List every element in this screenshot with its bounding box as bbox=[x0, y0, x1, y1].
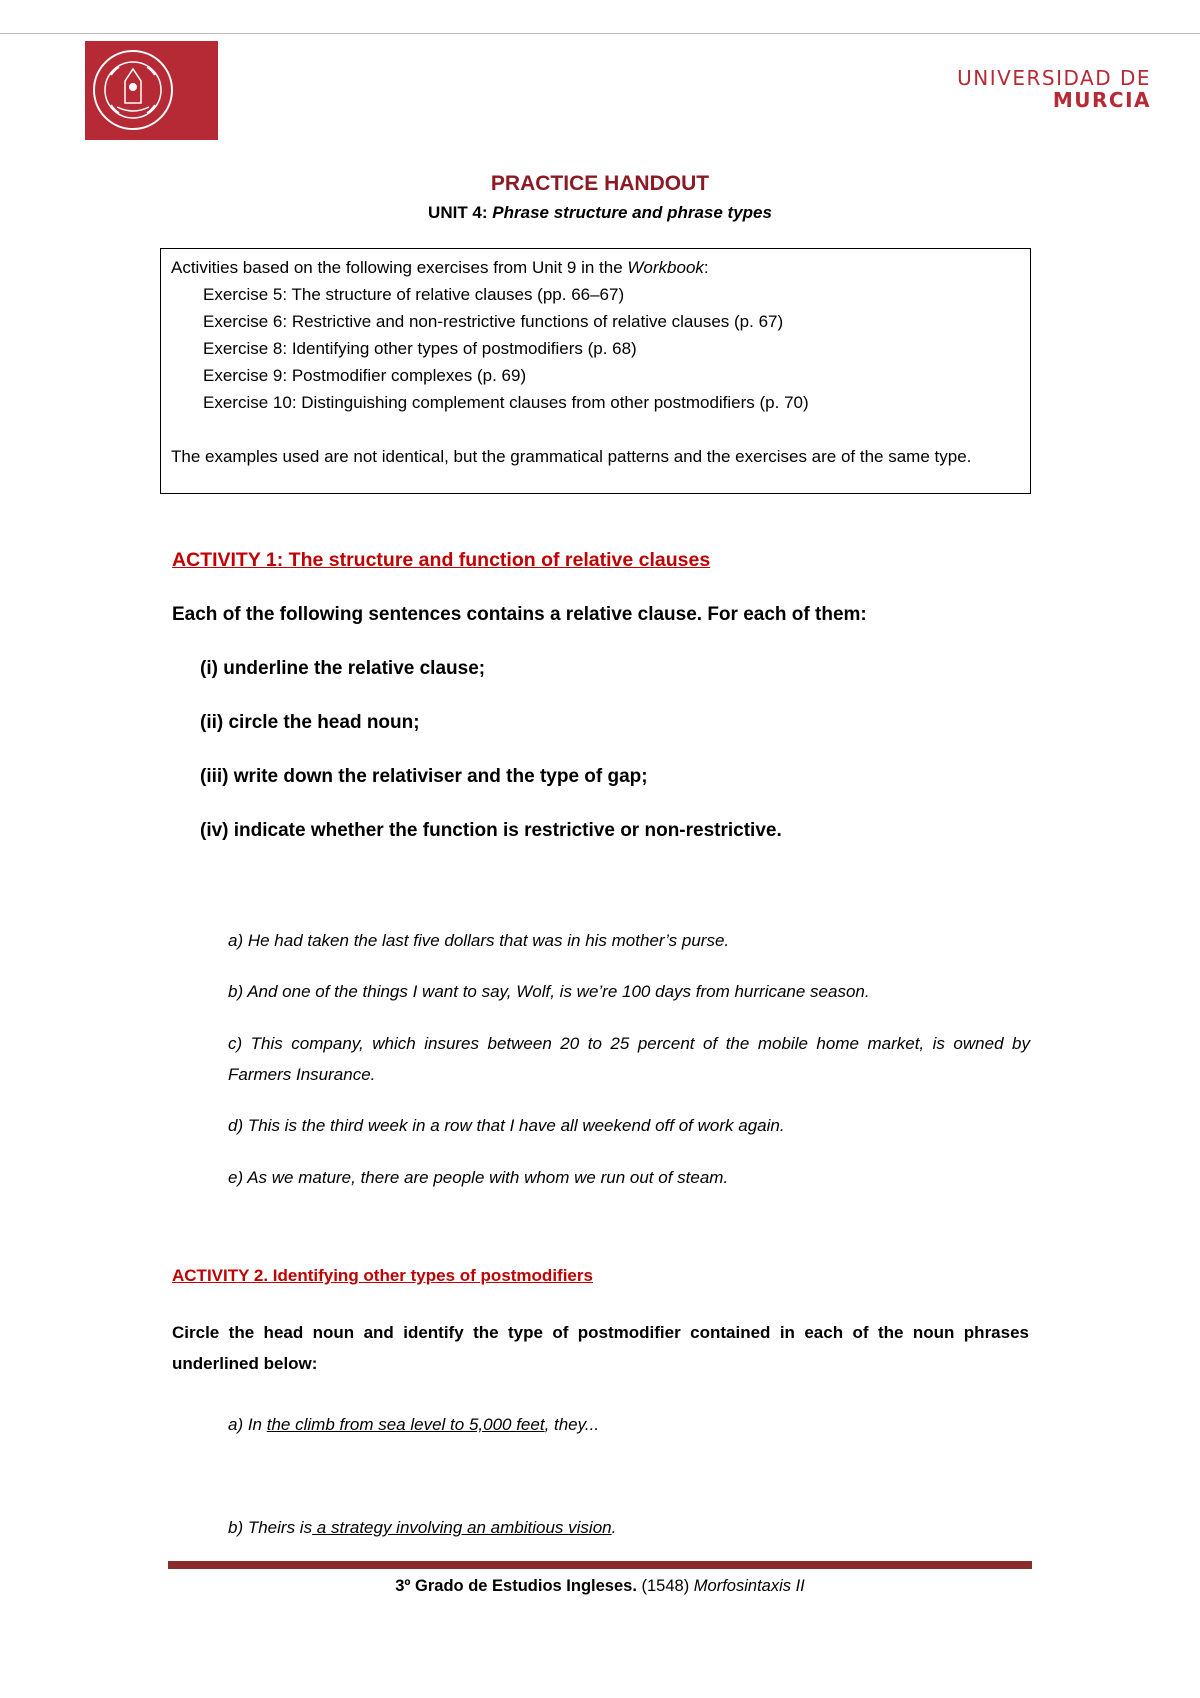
activity1-sentence: e) As we mature, there are people with whom we run out of steam. bbox=[228, 1168, 729, 1187]
top-rule bbox=[0, 33, 1200, 34]
underlined-noun-phrase: a strategy involving an ambitious vision bbox=[312, 1518, 612, 1537]
activity1-step: (i) underline the relative clause; bbox=[200, 658, 486, 679]
sentence-text: b) Theirs is bbox=[228, 1518, 313, 1537]
info-intro-text: Activities based on the following exercises from Unit 9 in the bbox=[171, 258, 628, 277]
workbook-title: Workbook bbox=[627, 258, 704, 277]
activity1-sentence: b) And one of the things I want to say, Wolf, is we’re 100 days from hurricane season. bbox=[228, 982, 870, 1001]
university-wordmark bbox=[957, 67, 1151, 111]
university-seal-logo bbox=[85, 41, 218, 140]
exercise-item bbox=[171, 335, 1020, 362]
seal-icon bbox=[85, 41, 218, 140]
exercise-item bbox=[171, 362, 1020, 389]
university-name-line1: UNIVERSIDAD DE bbox=[957, 66, 1151, 90]
activity2-sentence bbox=[228, 1409, 1030, 1440]
activity2-sentence bbox=[228, 1512, 1030, 1543]
info-intro-colon: : bbox=[703, 258, 709, 277]
info-note: The examples used are not identical, but the grammatical patterns and the exercises are of the same type. bbox=[171, 447, 972, 466]
underlined-noun-phrase: the climb from sea level to 5,000 feet bbox=[266, 1415, 545, 1434]
info-intro bbox=[171, 254, 1020, 281]
activity1-title: ACTIVITY 1: The structure and function of relative clauses bbox=[172, 549, 711, 571]
sentence-text: . bbox=[611, 1518, 617, 1537]
footer-subject: Morfosintaxis II bbox=[693, 1577, 805, 1595]
activity1-step: (iv) indicate whether the function is restrictive or non-restrictive. bbox=[200, 820, 782, 841]
activity1-step: (ii) circle the head noun; bbox=[200, 712, 420, 733]
unit-subtitle bbox=[0, 203, 1200, 223]
activity1-sentence: a) He had taken the last five dollars that was in his mother’s purse. bbox=[228, 931, 730, 950]
exercise-label: Exercise 5: bbox=[203, 285, 288, 304]
footer-code: (1548) bbox=[636, 1577, 694, 1595]
unit-label: UNIT 4: bbox=[428, 203, 488, 222]
activity1-instruction: Each of the following sentences contains a relative clause. For each of them: bbox=[172, 604, 867, 625]
exercise-text: Restrictive and non-restrictive functions of relative clauses (p. 67) bbox=[287, 312, 784, 331]
exercise-label: Exercise 8: bbox=[203, 339, 288, 358]
exercise-label: Exercise 10: bbox=[203, 393, 297, 412]
exercise-label: Exercise 9: bbox=[203, 366, 288, 385]
unit-name: Phrase structure and phrase types bbox=[492, 203, 772, 222]
activity1-sentence: d) This is the third week in a row that I have all weekend off of work again. bbox=[228, 1116, 785, 1135]
exercise-text: The structure of relative clauses (pp. 66–67) bbox=[287, 285, 625, 304]
exercise-item bbox=[171, 389, 1020, 416]
exercise-item bbox=[171, 308, 1020, 335]
sentence-text: a) In bbox=[228, 1415, 267, 1434]
activity2-title: ACTIVITY 2. Identifying other types of postmodifiers bbox=[172, 1266, 593, 1285]
activity1-sentence: c) This company, which insures between 20 to 25 percent of the mobile home market, is owned by Farmers Insurance. bbox=[228, 1034, 1030, 1084]
exercise-text: Postmodifier complexes (p. 69) bbox=[287, 366, 527, 385]
university-name-line2: MURCIA bbox=[1052, 88, 1151, 112]
activity2-instruction: Circle the head noun and identify the type of postmodifier contained in each of the noun phrases underlined below: bbox=[172, 1323, 1029, 1373]
footer-bar bbox=[168, 1561, 1032, 1569]
page-title: PRACTICE HANDOUT bbox=[490, 172, 710, 195]
exercise-text: Identifying other types of postmodifiers (p. 68) bbox=[287, 339, 637, 358]
exercise-text: Distinguishing complement clauses from other postmodifiers (p. 70) bbox=[296, 393, 809, 412]
footer bbox=[0, 1577, 1200, 1596]
sentence-text: , they... bbox=[544, 1415, 600, 1434]
footer-course: 3º Grado de Estudios Ingleses. bbox=[395, 1577, 637, 1595]
exercise-label: Exercise 6: bbox=[203, 312, 288, 331]
activity1-step: (iii) write down the relativiser and the type of gap; bbox=[200, 766, 648, 787]
exercise-item bbox=[171, 281, 1020, 308]
exercise-info-box bbox=[160, 248, 1031, 494]
spacer bbox=[171, 416, 1020, 443]
